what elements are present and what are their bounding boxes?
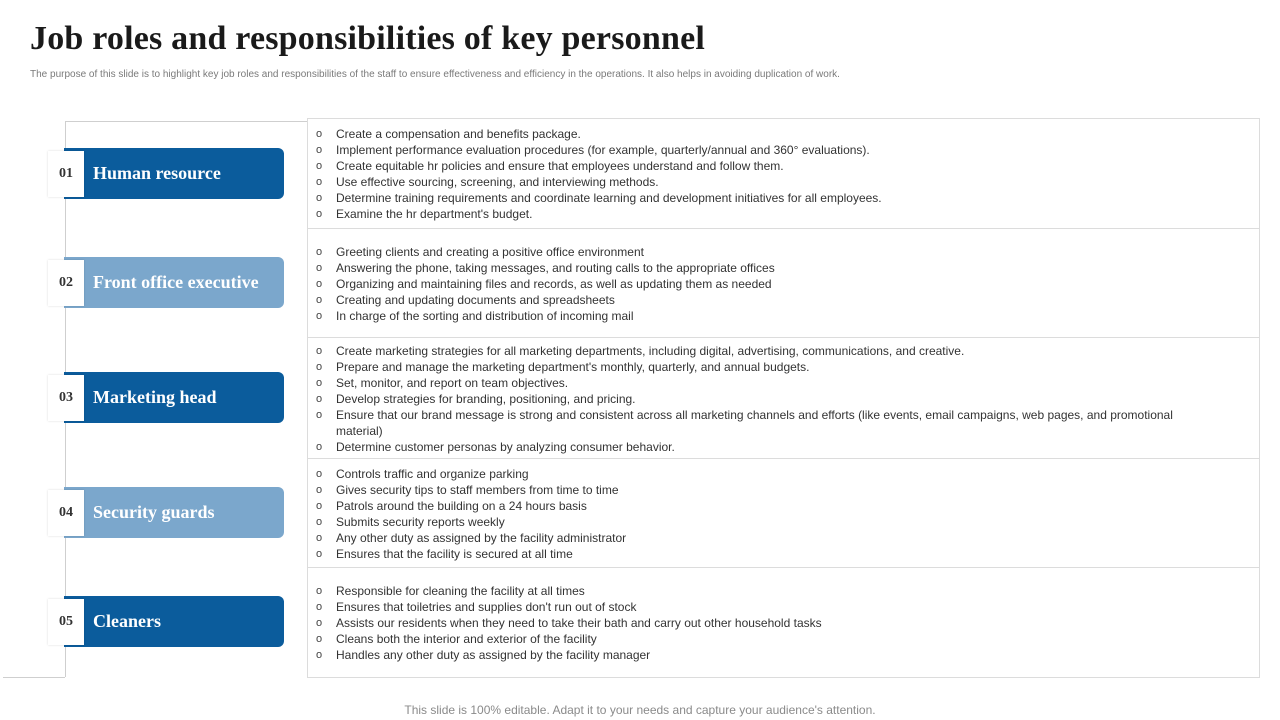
- bullet-icon: o: [316, 393, 323, 405]
- bullet-icon: o: [316, 409, 323, 421]
- list-item: o Submits security reports weekly: [316, 515, 505, 529]
- bullet-icon: o: [316, 633, 323, 645]
- bullet-icon: o: [316, 246, 323, 258]
- bullet-icon: o: [316, 310, 323, 322]
- role-number-badge: 05: [48, 599, 84, 645]
- bullet-icon: o: [316, 649, 323, 661]
- role-tab-cleaners: [64, 596, 284, 647]
- role-label: Human resource: [93, 163, 221, 183]
- list-item: o Assists our residents when they need to take their bath and carry out other household tasks: [316, 616, 822, 630]
- role-label: Cleaners: [93, 611, 161, 631]
- list-item: o Create equitable hr policies and ensure that employees understand and follow them.: [316, 159, 784, 173]
- role-number-badge: 04: [48, 490, 84, 536]
- role-number-badge: 02: [48, 260, 84, 306]
- role-label: Security guards: [93, 502, 215, 522]
- list-item: o Ensures that the facility is secured at all time: [316, 547, 573, 561]
- role-number-badge: 01: [48, 151, 84, 197]
- list-item: o Greeting clients and creating a positive office environment: [316, 245, 644, 259]
- list-item: o Patrols around the building on a 24 hours basis: [316, 499, 587, 513]
- bullet-icon: o: [316, 617, 323, 629]
- responsibilities-list: [308, 466, 1259, 562]
- list-item: o Controls traffic and organize parking: [316, 467, 529, 481]
- role-tab-human-resource: [64, 148, 284, 199]
- bullet-icon: o: [316, 484, 323, 496]
- role-tab-front-office-executive: [64, 257, 284, 308]
- role-tab-marketing-head: [64, 372, 284, 423]
- bullet-icon: o: [316, 208, 323, 220]
- bullet-icon: o: [316, 468, 323, 480]
- timeline-top-line: [65, 121, 307, 122]
- list-item: o Implement performance evaluation procedures (for example, quarterly/annual and 360° evaluations).: [316, 143, 870, 157]
- responsibilities-list: [308, 583, 1259, 663]
- list-item: o Prepare and manage the marketing department's monthly, quarterly, and annual budgets.: [316, 360, 810, 374]
- bullet-icon: o: [316, 377, 323, 389]
- responsibilities-list: [308, 343, 1259, 455]
- role-label: Marketing head: [93, 387, 217, 407]
- role-number-badge: 03: [48, 375, 84, 421]
- list-item: o Create a compensation and benefits package.: [316, 127, 581, 141]
- bullet-icon: o: [316, 144, 323, 156]
- list-item: o Determine customer personas by analyzing consumer behavior.: [316, 440, 675, 454]
- responsibilities-list: [308, 244, 1259, 324]
- role-tab-security-guards: [64, 487, 284, 538]
- list-item: o Responsible for cleaning the facility at all times: [316, 584, 585, 598]
- bullet-icon: o: [316, 601, 323, 613]
- bullet-icon: o: [316, 500, 323, 512]
- list-item: o Cleans both the interior and exterior of the facility: [316, 632, 597, 646]
- responsibilities-list: [308, 126, 1259, 222]
- list-item: o Ensures that toiletries and supplies don't run out of stock: [316, 600, 637, 614]
- bullet-icon: o: [316, 585, 323, 597]
- responsibilities-panel-front-office-executive: [307, 228, 1260, 338]
- list-item: o Gives security tips to staff members from time to time: [316, 483, 619, 497]
- list-item: o Handles any other duty as assigned by the facility manager: [316, 648, 651, 662]
- responsibilities-panel-human-resource: [307, 118, 1260, 229]
- list-item: o Set, monitor, and report on team objectives.: [316, 376, 569, 390]
- bullet-icon: o: [316, 128, 323, 140]
- bullet-icon: o: [316, 294, 323, 306]
- bullet-icon: o: [316, 516, 323, 528]
- bullet-icon: o: [316, 262, 323, 274]
- list-item: o Use effective sourcing, screening, and interviewing methods.: [316, 175, 659, 189]
- bullet-icon: o: [316, 176, 323, 188]
- bullet-icon: o: [316, 345, 323, 357]
- bullet-icon: o: [316, 361, 323, 373]
- timeline-bottom-line: [3, 677, 65, 678]
- bullet-icon: o: [316, 160, 323, 172]
- bullet-icon: o: [316, 532, 323, 544]
- responsibilities-panel-security-guards: [307, 458, 1260, 568]
- role-label: Front office executive: [93, 272, 259, 292]
- bullet-icon: o: [316, 192, 323, 204]
- list-item: o Determine training requirements and coordinate learning and development initiatives for all employees.: [316, 191, 882, 205]
- bullet-icon: o: [316, 278, 323, 290]
- bullet-icon: o: [316, 441, 323, 453]
- footer-note: This slide is 100% editable. Adapt it to your needs and capture your audience's attention.: [404, 703, 876, 717]
- list-item: o Develop strategies for branding, positioning, and pricing.: [316, 392, 636, 406]
- list-item: o Answering the phone, taking messages, and routing calls to the appropriate offices: [316, 261, 775, 275]
- list-item: o Create marketing strategies for all marketing departments, including digital, advertising, communications, and creative.: [316, 344, 965, 358]
- page-title: Job roles and responsibilities of key personnel: [30, 20, 706, 57]
- list-item: o Organizing and maintaining files and records, as well as updating them as needed: [316, 277, 772, 291]
- list-item: o Creating and updating documents and spreadsheets: [316, 293, 615, 307]
- responsibilities-panel-cleaners: [307, 567, 1260, 678]
- list-item: o Any other duty as assigned by the facility administrator: [316, 531, 627, 545]
- bullet-icon: o: [316, 548, 323, 560]
- list-item: o Examine the hr department's budget.: [316, 207, 533, 221]
- responsibilities-panel-marketing-head: [307, 337, 1260, 459]
- list-item: o Ensure that our brand message is strong and consistent across all marketing channels and efforts (like events, email campaigns, web pages, and promotional material): [316, 408, 1173, 438]
- page-subtitle: The purpose of this slide is to highlight key job roles and responsibilities of the staff to ensure effectiveness and efficiency in the operations. It also helps in avoiding duplication of work.: [30, 69, 840, 80]
- list-item: o In charge of the sorting and distribution of incoming mail: [316, 309, 634, 323]
